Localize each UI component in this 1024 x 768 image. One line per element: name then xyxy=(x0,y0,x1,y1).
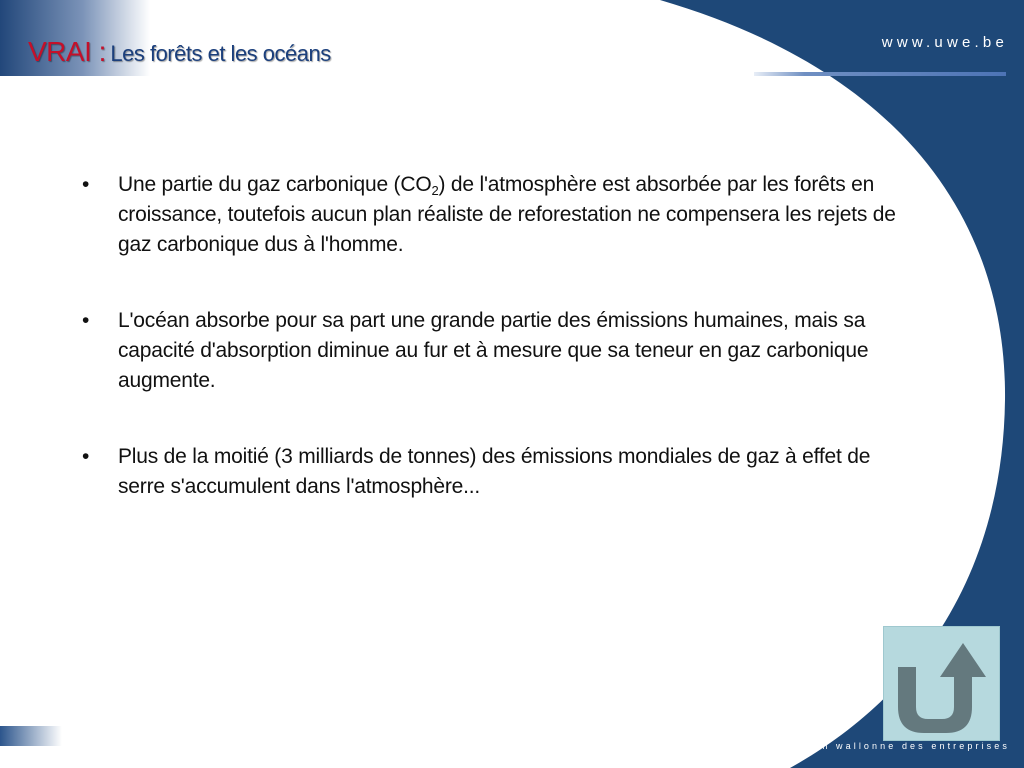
bullet-marker: • xyxy=(82,173,90,196)
bullet-list xyxy=(78,170,898,548)
header-divider xyxy=(754,72,1006,76)
list-item xyxy=(78,306,898,396)
organization-tagline: union wallonne des entreprises xyxy=(792,741,1010,751)
bullet-text: Plus de la moitié (3 milliards de tonnes) des émissions mondiales de gaz à effet de serre s'accumulent dans l'atmosphère... xyxy=(118,445,871,498)
list-item xyxy=(78,170,898,260)
bullet-marker: • xyxy=(82,445,90,468)
bullet-text: L'océan absorbe pour sa part une grande partie des émissions humaines, mais sa capacité d'absorption diminue au fur et à mesure que sa teneur en gaz carbonique augmente. xyxy=(118,309,869,392)
u-turn-arrow-icon xyxy=(884,627,1001,742)
website-url: www.uwe.be xyxy=(881,34,1008,51)
back-button[interactable] xyxy=(883,626,1000,741)
bottom-left-gradient-bar xyxy=(0,726,62,746)
title-main: VRAI : xyxy=(28,36,106,67)
bullet-marker: • xyxy=(82,309,90,332)
list-item xyxy=(78,442,898,502)
bullet-text: Une partie du gaz carbonique $(CO_2)$ de l'atmosphère est absorbée par les forêts en croissance, toutefois aucun plan réaliste de reforestation ne compensera les rejets de gaz carbonique dus à l'homme. xyxy=(118,173,896,256)
title-subtitle: Les forêts et les océans xyxy=(110,41,331,66)
co2-subscript: 2 xyxy=(431,183,439,198)
slide-title xyxy=(28,36,331,68)
